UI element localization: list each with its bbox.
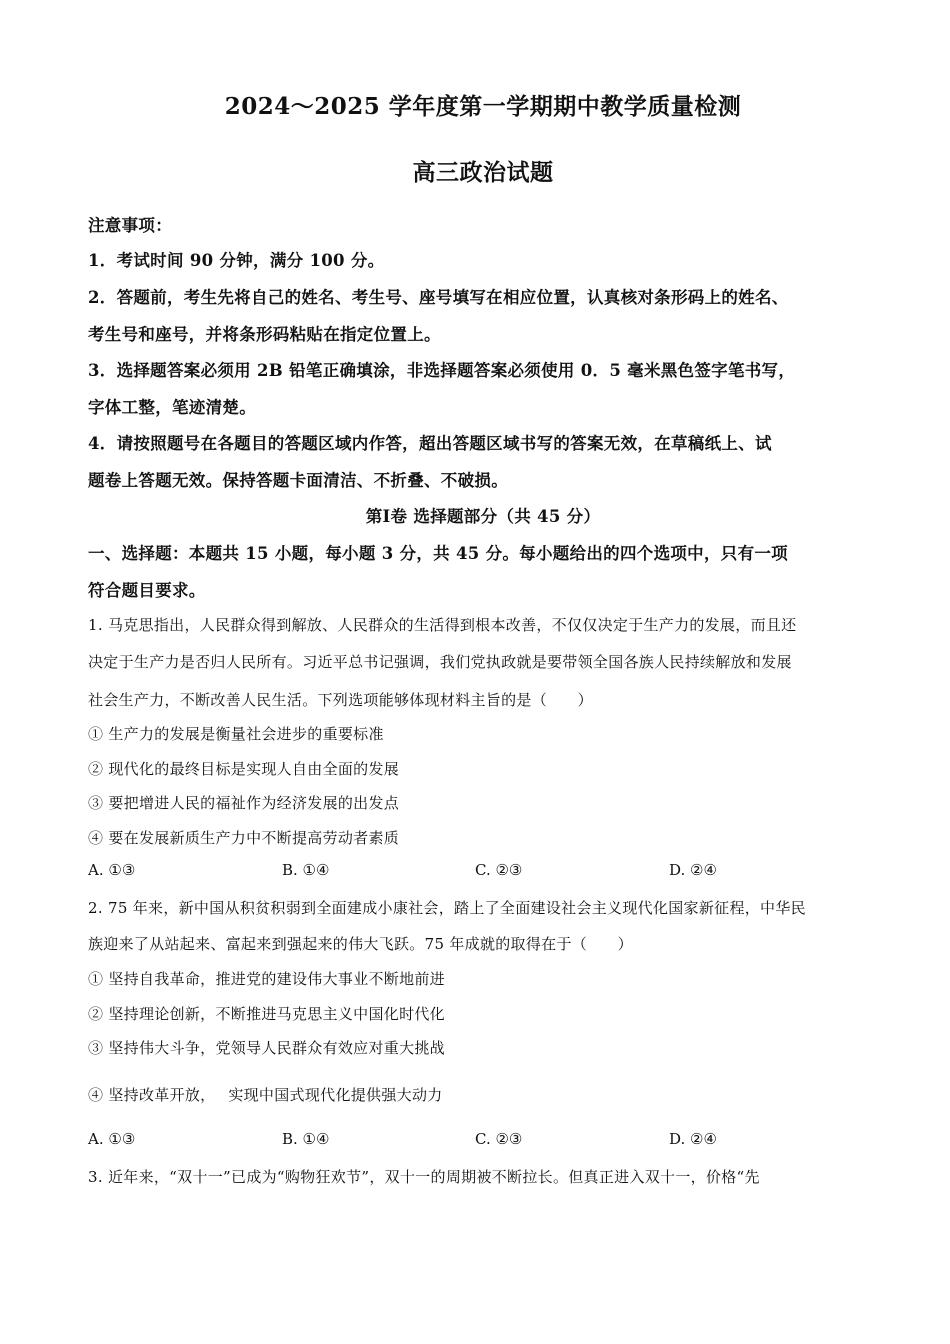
notice-line: 2．答题前，考生先将自己的姓名、考生号、座号填写在相应位置，认真核对条形码上的姓名、: [88, 288, 789, 307]
notice-heading: 注意事项：: [88, 216, 172, 235]
option-d[interactable]: D. ②④: [669, 861, 717, 879]
question-item: ① 坚持自我革命，推进党的建设伟大事业不断地前进: [88, 970, 445, 988]
question-stem: 决定于生产力是否归人民所有。习近平总书记强调，我们党执政就是要带领全国各族人民持续解放和发展: [88, 653, 792, 671]
section-instruction: 符合题目要求。: [88, 581, 206, 600]
exam-subtitle: 高三政治试题: [412, 159, 554, 186]
question-stem: 1. 马克思指出，人民群众得到解放、人民群众的生活得到根本改善，不仅仅决定于生产力的发展，而且还: [88, 616, 797, 634]
option-d[interactable]: D. ②④: [669, 1130, 717, 1148]
question-item: ④ 坚持改革开放， 实现中国式现代化提供强大动力: [88, 1086, 443, 1104]
notice-line: 4．请按照题号在各题目的答题区域内作答，超出答题区域书写的答案无效，在草稿纸上、试: [88, 434, 772, 453]
question-item: ② 坚持理论创新，不断推进马克思主义中国化时代化: [88, 1005, 445, 1023]
question-item: ③ 要把增进人民的福祉作为经济发展的出发点: [88, 794, 400, 812]
option-b[interactable]: B. ①④: [282, 1130, 330, 1148]
exam-title: 2024～2025 学年度第一学期期中教学质量检测: [224, 93, 742, 120]
question-item: ④ 要在发展新质生产力中不断提高劳动者素质: [88, 829, 400, 847]
option-a[interactable]: A. ①③: [88, 861, 136, 879]
question-stem: 3. 近年来，“双十一”已成为“购物狂欢节”，双十一的周期被不断拉长。但真正进入双十一，价格“先: [88, 1168, 760, 1186]
section-title: 第Ⅰ卷 选择题部分（共 45 分）: [365, 507, 601, 526]
option-a[interactable]: A. ①③: [88, 1130, 136, 1148]
question-item: ③ 坚持伟大斗争，党领导人民群众有效应对重大挑战: [88, 1039, 445, 1057]
option-c[interactable]: C. ②③: [475, 861, 523, 879]
notice-line: 1．考试时间 90 分钟，满分 100 分。: [88, 251, 385, 270]
notice-line: 考生号和座号，并将条形码粘贴在指定位置上。: [88, 325, 441, 344]
option-b[interactable]: B. ①④: [282, 861, 330, 879]
notice-line: 3．选择题答案必须用 2B 铅笔正确填涂，非选择题答案必须使用 0．5 毫米黑色签字笔书写，: [88, 361, 796, 380]
notice-line: 字体工整，笔迹清楚。: [88, 398, 256, 417]
question-stem: 2. 75 年来，新中国从积贫积弱到全面建成小康社会，踏上了全面建设社会主义现代化国家新征程，中华民: [88, 899, 806, 917]
notice-line: 题卷上答题无效。保持答题卡面清洁、不折叠、不破损。: [88, 471, 508, 490]
question-stem: 社会生产力，不断改善人民生活。下列选项能够体现材料主旨的是（ ）: [88, 691, 593, 709]
option-c[interactable]: C. ②③: [475, 1130, 523, 1148]
question-item: ② 现代化的最终目标是实现人自由全面的发展: [88, 760, 400, 778]
question-item: ① 生产力的发展是衡量社会进步的重要标准: [88, 725, 384, 743]
question-stem: 族迎来了从站起来、富起来到强起来的伟大飞跃。75 年成就的取得在于（ ）: [88, 935, 633, 953]
section-instruction: 一、选择题：本题共 15 小题，每小题 3 分，共 45 分。每小题给出的四个选项中，只有一项: [88, 544, 788, 563]
